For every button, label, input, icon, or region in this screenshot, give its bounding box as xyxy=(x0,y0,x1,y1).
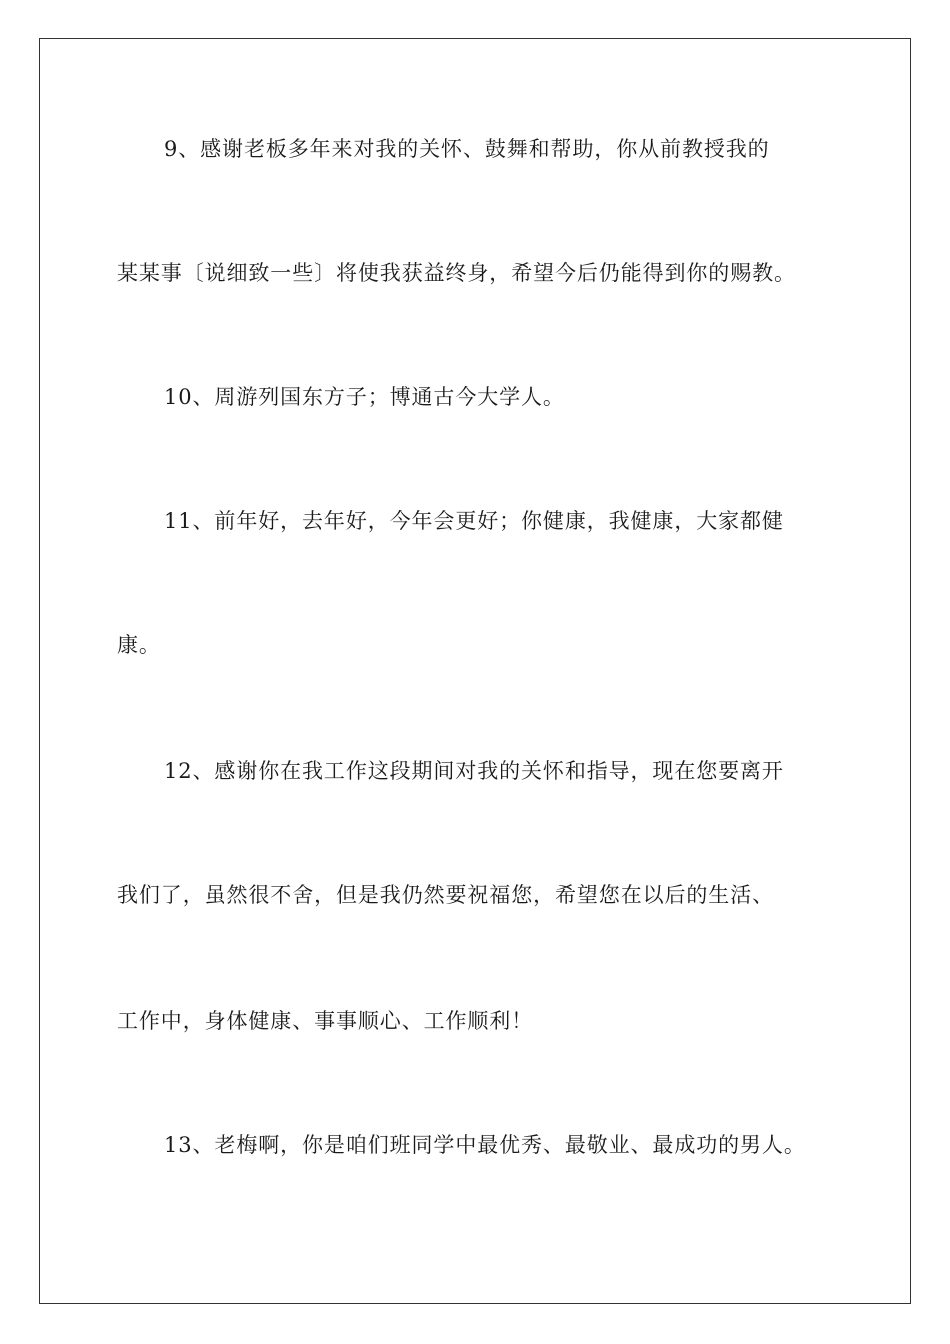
paragraph-11-line-1: 11、前年好，去年好，今年会更好；你健康，我健康，大家都健 xyxy=(164,509,784,533)
page-border xyxy=(39,38,911,1304)
paragraph-12-line-3: 工作中，身体健康、事事顺心、工作顺利！ xyxy=(117,1009,534,1033)
paragraph-12-line-2: 我们了，虽然很不舍，但是我仍然要祝福您，希望您在以后的生活、 xyxy=(117,883,774,907)
paragraph-10-line-1: 10、周游列国东方子；博通古今大学人。 xyxy=(164,385,565,409)
paragraph-9-line-2: 某某事〔说细致一些〕将使我获益终身，希望今后仍能得到你的赐教。 xyxy=(117,261,796,285)
paragraph-12-line-1: 12、感谢你在我工作这段期间对我的关怀和指导，现在您要离开 xyxy=(164,759,784,783)
paragraph-13-line-1: 13、老梅啊，你是咱们班同学中最优秀、最敬业、最成功的男人。 xyxy=(164,1133,806,1157)
paragraph-11-line-2: 康。 xyxy=(117,633,161,657)
paragraph-9-line-1: 9、感谢老板多年来对我的关怀、鼓舞和帮助，你从前教授我的 xyxy=(164,137,770,161)
